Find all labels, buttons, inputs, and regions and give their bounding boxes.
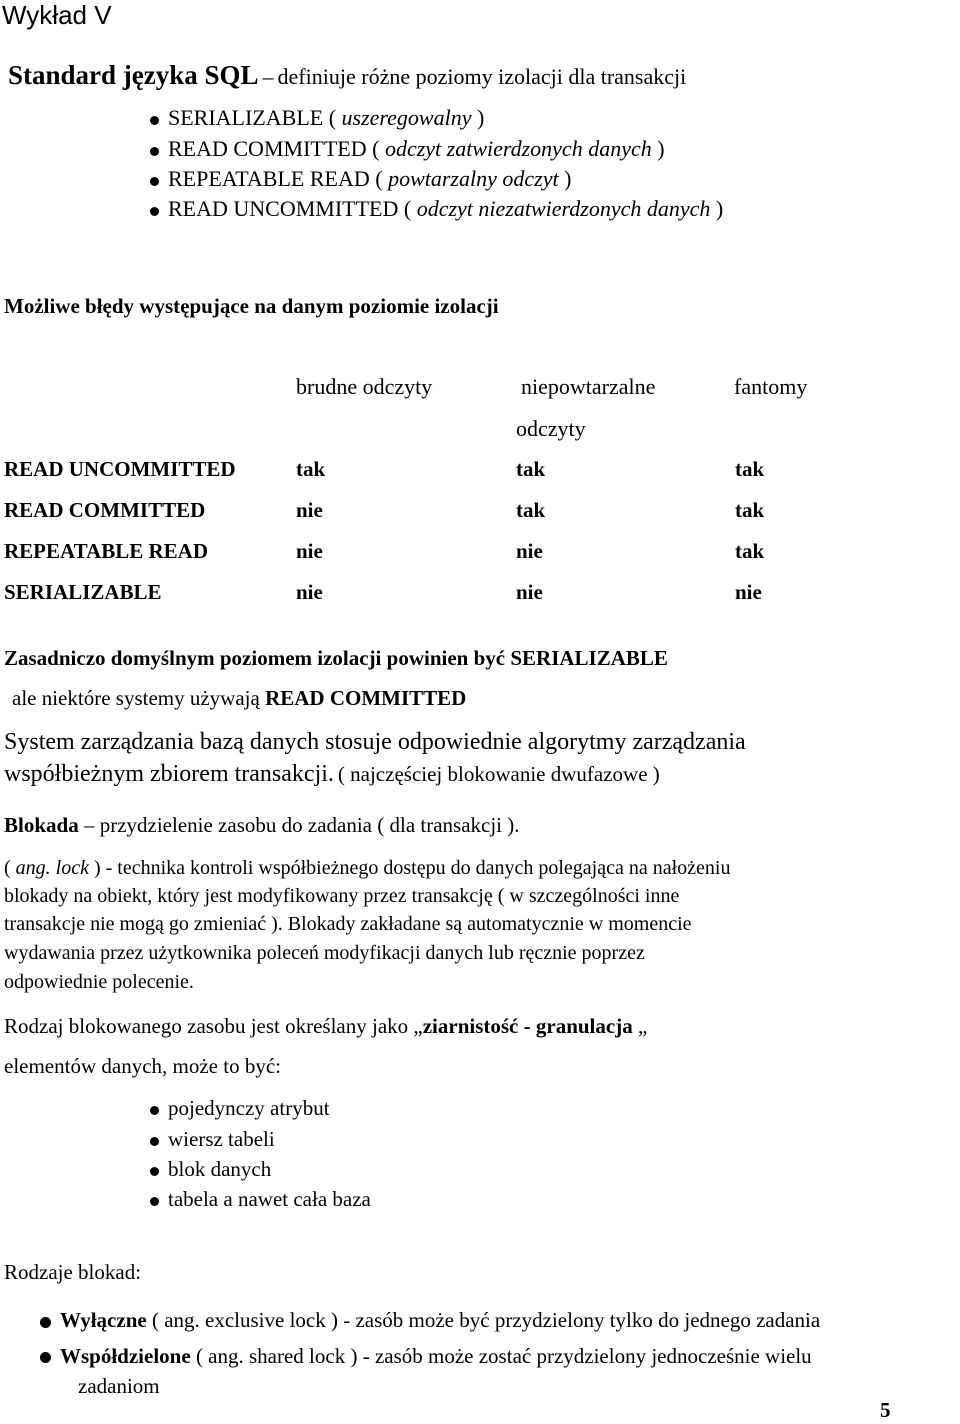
dbms-line-2: współbieżnym zbiorem transakcji. ( najczęściej blokowanie dwufazowe ) (4, 761, 660, 787)
default-level-line: Zasadniczo domyślnym poziomem izolacji powinien być SERIALIZABLE (4, 646, 668, 670)
bullet-icon (150, 1106, 159, 1115)
granularity-term: ziarnistość - granulacja (422, 1014, 633, 1038)
page-header-title: Wykład V (2, 0, 112, 30)
intro-line (8, 60, 686, 91)
list-item: blok danych (168, 1157, 272, 1181)
table-cell: nie (516, 539, 543, 563)
list-item: wiersz tabeli (168, 1127, 275, 1151)
bullet-icon (150, 207, 159, 216)
lock-type-item: Współdzielone ( ang. shared lock ) - zasób może zostać przydzielony jednocześnie wielu (60, 1344, 812, 1368)
bullet-icon (150, 177, 159, 186)
lock-type-name: Wyłączne (60, 1308, 147, 1332)
table-row-level: REPEATABLE READ (4, 539, 209, 563)
bullet-icon (150, 116, 159, 125)
table-cell: nie (516, 580, 543, 604)
table-cell: tak (735, 457, 765, 481)
table-header-nonrepeatable: niepowtarzalne (521, 374, 656, 399)
intro-dash: – (262, 64, 274, 89)
lock-type-item: Wyłączne ( ang. exclusive lock ) - zasób może być przydzielony tylko do jednego zadania (60, 1308, 821, 1332)
table-cell: tak (516, 498, 546, 522)
default-level-line-2: ale niektóre systemy używają READ COMMITTED (12, 686, 467, 710)
intro-bold: Standard języka SQL (8, 60, 259, 90)
table-header-phantoms: fantomy (734, 374, 808, 399)
bullet-icon (150, 1137, 159, 1146)
isolation-level-item: READ UNCOMMITTED ( odczyt niezatwierdzonych danych ) (168, 196, 724, 221)
lock-desc-line: odpowiednie polecenie. (4, 971, 194, 993)
table-row-level: READ UNCOMMITTED (4, 457, 236, 481)
table-cell: nie (296, 539, 323, 563)
lock-desc-line: wydawania przez użytkownika poleceń modyfikacji danych lub ręcznie poprzez (4, 942, 645, 964)
lock-types-heading: Rodzaje blokad: (4, 1260, 142, 1284)
table-row-level: READ COMMITTED (4, 498, 206, 522)
dbms-line: System zarządzania bazą danych stosuje odpowiednie algorytmy zarządzania (4, 729, 746, 755)
lock-desc-line: blokady na obiekt, który jest modyfikowany przez transakcję ( w szczególności inne (4, 885, 680, 907)
lock-type-name: Współdzielone (60, 1344, 191, 1368)
table-header-dirty-reads: brudne odczyty (296, 374, 433, 399)
isolation-level-item: READ COMMITTED ( odczyt zatwierdzonych danych ) (168, 136, 665, 161)
bullet-icon (40, 1352, 51, 1363)
table-cell: tak (735, 498, 765, 522)
granularity-line: Rodzaj blokowanego zasobu jest określany jako „ziarnistość - granulacja „ (4, 1014, 648, 1038)
lock-desc-line: ( ang. lock ) - technika kontroli współbieżnego dostępu do danych polegająca na nałożeniu (4, 857, 731, 879)
lock-term: Blokada (4, 813, 79, 837)
table-cell: nie (296, 498, 323, 522)
table-cell: tak (296, 457, 326, 481)
lock-type-item-continuation: zadaniom (78, 1374, 160, 1398)
bullet-icon (150, 1167, 159, 1176)
isolation-level-item: SERIALIZABLE ( uszeregowalny ) (168, 105, 485, 130)
list-item: tabela a nawet cała baza (168, 1187, 371, 1211)
list-item: pojedynczy atrybut (168, 1096, 330, 1120)
page-number: 5 (880, 1398, 891, 1422)
table-cell: nie (296, 580, 323, 604)
lock-definition: Blokada – przydzielenie zasobu do zadania ( dla transakcji ). (4, 813, 520, 837)
table-cell: nie (735, 580, 762, 604)
lock-desc-line: transakcje nie mogą go zmieniać ). Blokady zakładane są automatycznie w momencie (4, 913, 692, 935)
bullet-icon (40, 1317, 51, 1328)
table-cell: tak (516, 457, 546, 481)
table-row-level: SERIALIZABLE (4, 580, 162, 604)
intro-rest: definiuje różne poziomy izolacji dla transakcji (277, 64, 687, 89)
bullet-icon (150, 1197, 159, 1206)
isolation-level-item: REPEATABLE READ ( powtarzalny odczyt ) (168, 166, 572, 191)
errors-heading: Możliwe błędy występujące na danym poziomie izolacji (4, 294, 499, 318)
bullet-icon (150, 147, 159, 156)
table-header-nonrepeatable-2: odczyty (516, 416, 586, 441)
table-cell: tak (735, 539, 765, 563)
granularity-line-2: elementów danych, może to być: (4, 1054, 281, 1078)
